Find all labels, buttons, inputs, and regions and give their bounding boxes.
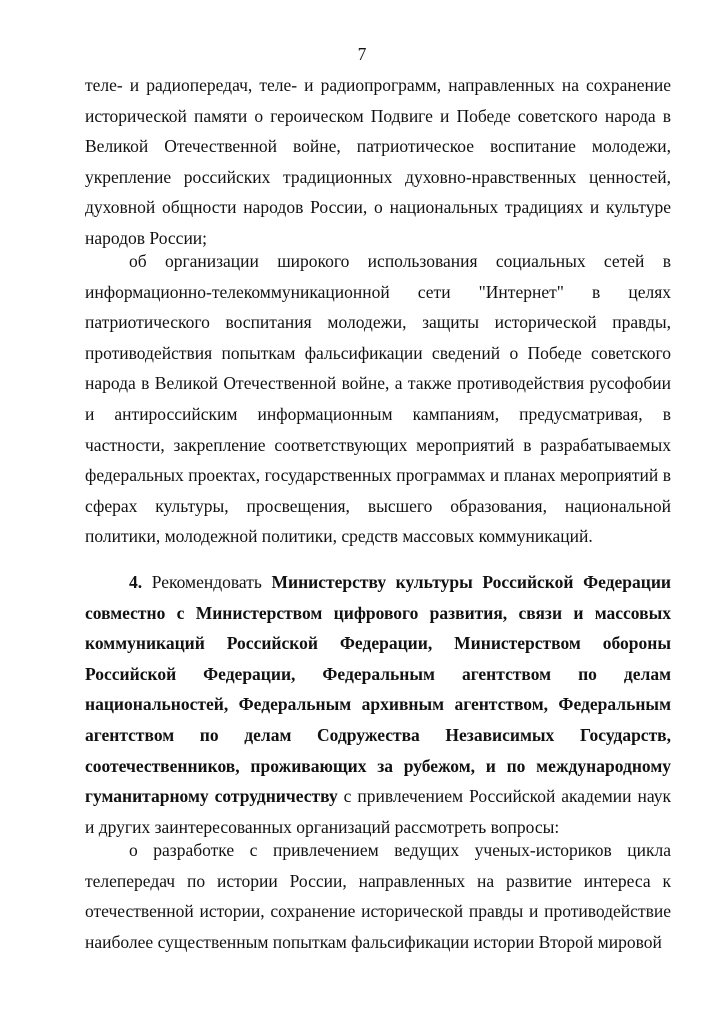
point-number: 4. [129,572,143,592]
paragraph-continuation: теле- и радиопередач, теле- и радиопрограмм, направленных на сохранение исторической памяти о героическом Подвиге и Победе советского народа в Великой Отечественной войне, патриотическое воспитание молодежи, укрепление российских традиционных духовно-нравственных ценностей, духовной общности народов России, о национальных традициях и культуре народов России; [85,75,671,248]
paragraph-social-networks: об организации широкого использования социальных сетей в информационно-телекоммуникационной сети "Интернет" в целях патриотического воспитания молодежи, защиты исторической правды, противодействия попыткам фальсификации сведений о Победе советского народа в Великой Отечественной войне, а также противодействия русофобии и антироссийским информационным кампаниям, предусматривая, в частности, закрепление соответствующих мероприятий в разрабатываемых федеральных проектах, государственных программах и планах мероприятий в сферах культуры, просвещения, высшего образования, национальной политики, молодежной политики, средств массовых коммуникаций. [85,251,671,547]
point-addressees: Министерству культуры Российской Федерации совместно с Министерством цифрового развития, связи и массовых коммуникаций Российской Федерации, Министерством обороны Российской Федерации, Федеральным агентством по делам национальностей, Федеральным архивным агентством, Федеральным агентством по делам Содружества Независимых Государств, соотечественников, проживающих за рубежом, и по международному гуманитарному сотрудничеству [85,572,671,807]
point-tail-text: с привлечением Российской академии наук и других заинтересованных организаций рассмотреть вопросы: [85,786,671,837]
page-number: 7 [357,44,367,64]
point-lead-text: Рекомендовать [142,572,272,592]
paragraph-point-4 [85,567,671,842]
paragraph-tv-programs: о разработке с привлечением ведущих ученых-историков цикла телепередач по истории России, направленных на развитие интереса к отечественной истории, сохранение исторической правды и противодействие наиболее существенным попыткам фальсификации истории Второй мировой [85,840,671,952]
